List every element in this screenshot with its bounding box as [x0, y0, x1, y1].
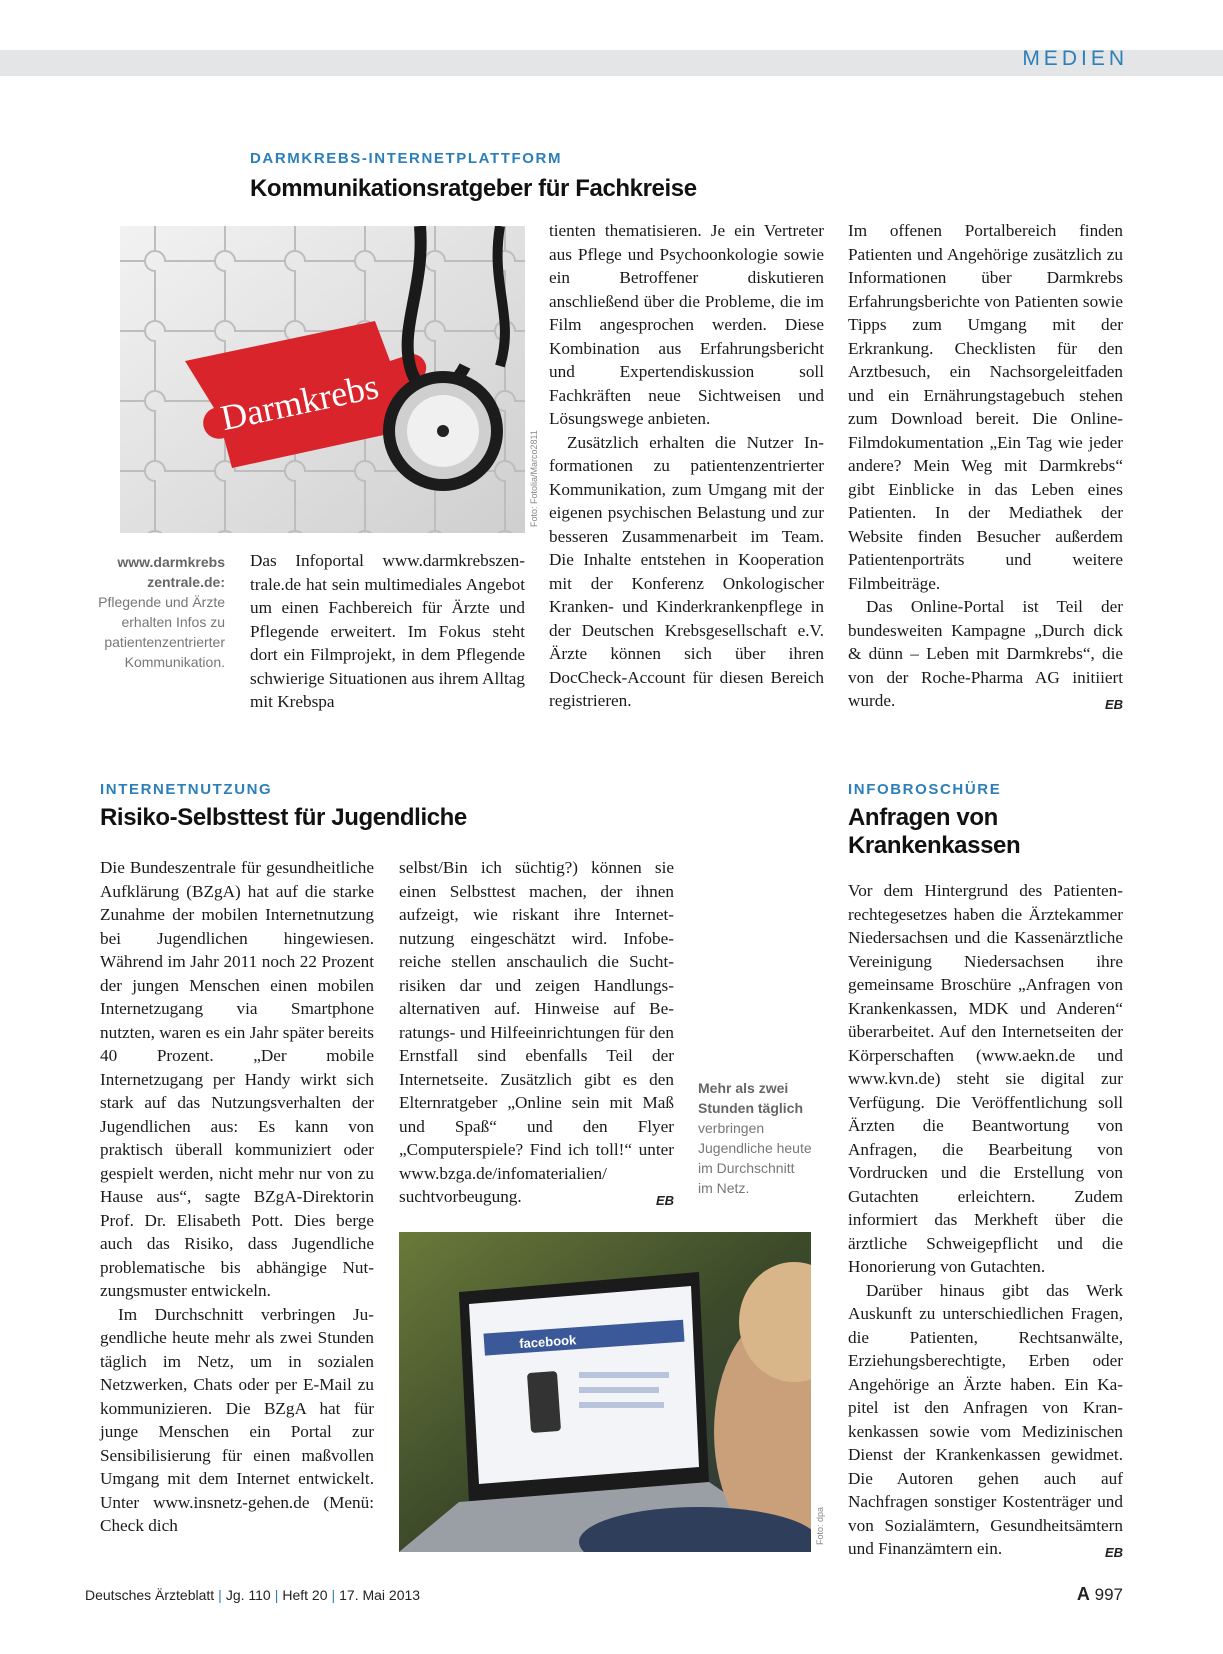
article1-kicker: DARMKREBS-INTERNETPLATTFORM [250, 150, 563, 167]
article1-title: Kommunikationsratgeber für Fachkreise [250, 175, 697, 202]
article1-caption [95, 552, 225, 672]
article3-kicker: INFOBROSCHÜRE [848, 781, 1002, 798]
article2-caption-text: verbringen Jugendliche heute im Durchschnitt im Netz. [698, 1120, 812, 1196]
article2-caption [698, 1078, 813, 1198]
footer-divider: | [331, 1587, 336, 1603]
paragraph [399, 856, 674, 1209]
article1-caption-bold: www.darmkrebs zentrale.de: [117, 554, 225, 590]
journal-name: Deutsches Ärzteblatt [85, 1587, 215, 1603]
article2-title: Risiko-Selbsttest für Jugendliche [100, 804, 467, 831]
page-number [1077, 1584, 1123, 1605]
issue: Heft 20 [282, 1587, 328, 1603]
article2-caption-bold: Mehr als zwei Stunden täglich [698, 1080, 803, 1116]
darmkrebs-photo [120, 226, 525, 533]
paragraph: Das Infoportal www.darmkrebszentrale.de hat sein multimediales Angebot um einen Fachbereich für Ärzte und Pflegende erweitert. Im Fokus steht dort ein Filmprojekt, in dem Pflegende schwierige Situationen aus ihrem Alltag mit Krebspa [250, 551, 525, 711]
article2-image-credit: Foto: dpa [815, 1506, 825, 1545]
laptop-screen-text: facebook [518, 1332, 577, 1352]
article3-signature: EB [1104, 1545, 1123, 1560]
article1-image-credit: Foto: Fotolia/Marco2811 [529, 430, 539, 527]
article1-signature: EB [1104, 697, 1123, 712]
paragraph: Die Bundeszentrale für gesundheitliche Aufklärung (BZgA) hat auf die starke Zunahme der mobilen Internetnutzung bei Jugendlichen hingewiesen. Während im Jahr 2011 noch 22 Prozent der jungen Menschen einen mobilen Internetzugang via Smartphone nutzten, waren es ein Jahr später bereits 40 Prozent. „Der mobile Internetzugang per Handy wirkt sich stark auf das Nutzungsverhalten der Jugendlichen aus: Es kann von praktisch überall kommuniziert oder gespielt werden, nicht mehr nur von zu Hause aus“, sagte BZgA-Direktorin Prof. Dr. Elisabeth Pott. Dies berge auch das Risiko, dass Jugendliche problematische bis abhängige Nutzungsmuster entwickeln. [100, 858, 374, 1300]
article1-column-2 [549, 219, 824, 713]
article1-column-1 [250, 549, 525, 714]
article3-title: Anfragen von Krankenkassen [848, 804, 1021, 859]
laptop-photo [399, 1232, 811, 1552]
section-label: MEDIEN [1022, 47, 1128, 70]
paragraph-text: Das Online-Portal ist Teil der bundesweiten Kampagne „Durch dick & dünn – Leben mit Darmkrebs“, die von der Roche-Pharma AG initiiert wurde. [848, 597, 1123, 710]
article1-column-3 [848, 219, 1123, 717]
footer-divider: | [218, 1587, 222, 1603]
paragraph: Vor dem Hintergrund des Patientenrechtegesetzes haben die Ärztekammer Niedersachsen und die Kassenärztliche Vereinigung Niedersachsen ihre gemeinsame Broschüre „Anfragen von Krankenkassen, MDK und Anderen“ überarbeitet. Auf den Internetseiten der Körperschaften (www.aekn.de und www.kvn.de) steht sie digital zur Verfügung. Die Veröffentlichung soll Ärzten die Beantwortung von Anfragen, die Bearbeitung von Vordrucken und die Erstellung von Gutachten erleichtern. Zudem informiert das Merkheft über die ärztliche Schweigepflicht und die Honorierung von Gutachten. [848, 881, 1123, 1276]
article1-caption-text: Pflegende und Ärzte erhalten Infos zu patientenzentrierter Kommunikation. [98, 594, 225, 670]
article3-column [848, 879, 1123, 1565]
paragraph: Zusätzlich erhalten die Nutzer Informationen zu patientenzentrierter Kommunikation, zum Umgang mit der eigenen psychischen Belastung und zur besseren Zusammenarbeit im Team. Die Inhalte entstehen in Kooperation mit der Konferenz Onkologischer Kranken- und Kinderkrankenpflege in der Deutschen Krebsgesellschaft e.V. Ärzte können sich über ihren DocCheck-Account für diesen Bereich registrieren. [549, 432, 824, 710]
footer-journal-info [85, 1587, 420, 1603]
footer-divider: | [274, 1587, 279, 1603]
paragraph [848, 1279, 1123, 1561]
puzzle-text: Darmkrebs [217, 365, 382, 439]
paragraph: Im offenen Portalbereich finden Patienten und Angehörige zusätzlich zu Informationen über Darmkrebs Erfahrungsberichte von Patienten sowie Tipps zum Umgang mit der Erkrankung. Checklisten für den Arztbesuch, ein Nachsorgeleitfaden und ein Ernährungstagebuch stehen zum Download bereit. Die Online-Filmdokumentation „Ein Tag wie jeder andere? Mein Weg mit Darmkrebs“ gibt Einblicke in das Leben eines Patienten. In der Mediathek der Website finden Besucher außerdem Patientenporträts und weitere Filmbeiträge. [848, 221, 1123, 593]
article2-column-1 [100, 856, 374, 1538]
volume: Jg. 110 [225, 1587, 271, 1603]
article2-kicker: INTERNETNUTZUNG [100, 781, 273, 798]
paragraph-text: Darüber hinaus gibt das Werk Auskunft zu unterschiedlichen Fragen, die Patienten, Rechtsanwälte, Erziehungsberechtigte, Erben oder Angehörige an Ärzte haben. Ein Kapitel ist den Anfragen von Krankenkassen sowie vom Medizinischen Dienst der Krankenkassen gewidmet. Die Autoren gehen auch auf Nachfragen sonstiger Kostenträger und von Sozialämtern, Gesundheitsämtern und Finanzämtern ein. [848, 1280, 1123, 1558]
article2-column-2 [399, 856, 674, 1213]
paragraph-text: selbst/Bin ich süchtig?) können sie einen Selbsttest machen, der ihnen aufzeigt, wie riskant ihre Internetnutzung eingeschätzt wird. Infobereiche stellen anschaulich die Suchtrisiken dar und zeigen Handlungsalternativen auf. Hinweise auf Beratungs- und Hilfeeinrichtungen für den Ernstfall sind ebenfalls Teil der Internetseite. Zusätzlich gibt es den Elternratgeber „Online sein mit Maß und Spaß“ und den Flyer „Computerspiele? Find ich toll!“ unter www.bzga.de/infomaterialien/ suchtvorbeugung. [399, 858, 674, 1206]
page-number-value: 997 [1094, 1585, 1123, 1604]
paragraph [848, 595, 1123, 713]
paragraph: tienten thematisieren. Je ein Vertreter aus Pflege und Psychoonkologie sowie ein Betroffener diskutieren anschließend über die Probleme, die im Film angesprochen werden. Diese Kombination aus Erfahrungsbericht und Expertendiskussion soll Fachkräften neue Sichtweisen und Lösungswege anbieten. [549, 221, 824, 428]
article2-signature: EB [655, 1193, 674, 1208]
page-prefix: A [1076, 1584, 1090, 1604]
paragraph: Im Durchschnitt verbringen Jugendliche heute mehr als zwei Stunden täglich im Netz, um in sozialen Netzwerken, Chats oder per E-Mail zu kommunizieren. Die BZgA hat für junge Menschen ein Portal zur Sensibilisierung für einen maßvollen Umgang mit dem Internet entwickelt. Unter www.insnetz-gehen.de (Menü: Check dich [100, 1304, 374, 1535]
issue-date: 17. Mai 2013 [339, 1587, 421, 1603]
